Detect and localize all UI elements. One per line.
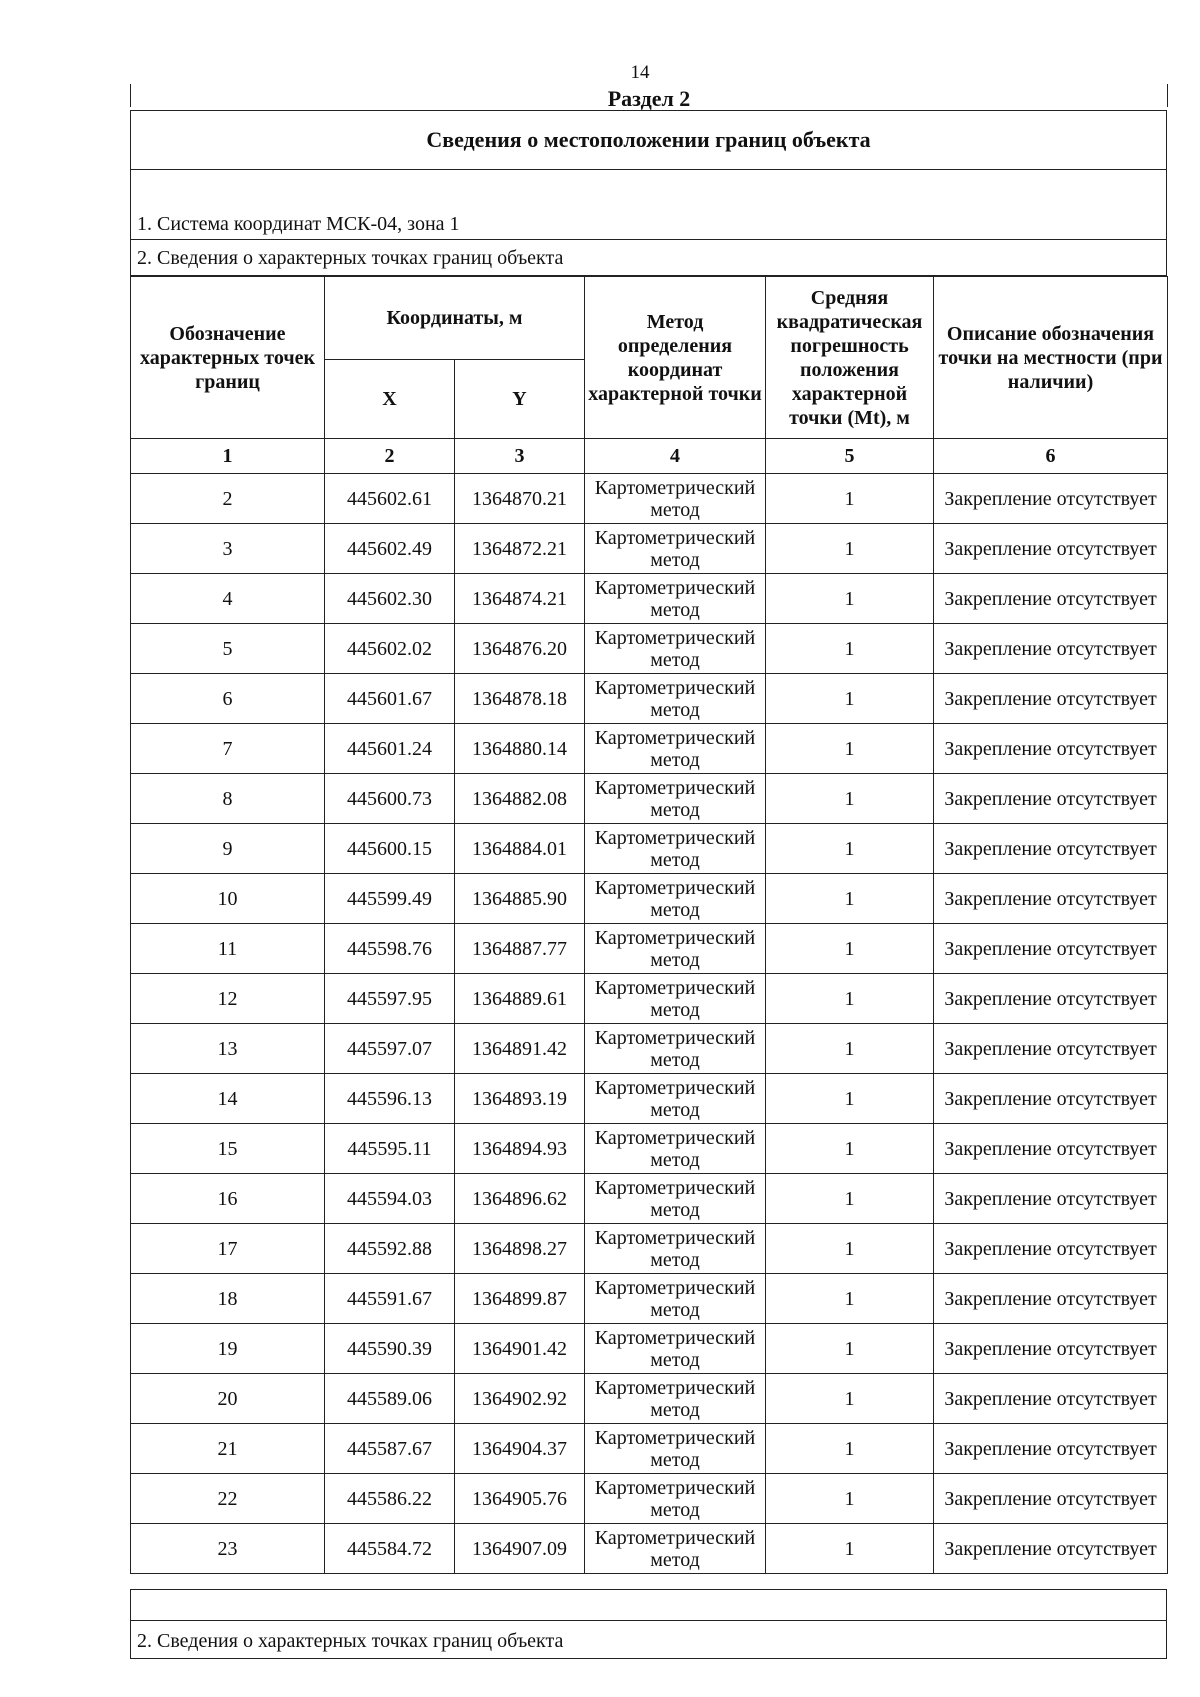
point-cell: 20 bbox=[131, 1374, 325, 1424]
mt-cell: 1 bbox=[766, 1524, 934, 1574]
method-cell: Картометрический метод bbox=[585, 874, 766, 924]
description-cell: Закрепление отсутствует bbox=[934, 1024, 1168, 1074]
y-cell: 1364872.21 bbox=[455, 524, 585, 574]
table-row bbox=[131, 974, 1168, 1024]
table-row bbox=[131, 1474, 1168, 1524]
description-cell: Закрепление отсутствует bbox=[934, 474, 1168, 524]
description-cell: Закрепление отсутствует bbox=[934, 524, 1168, 574]
y-cell: 1364901.42 bbox=[455, 1324, 585, 1374]
mt-cell: 1 bbox=[766, 574, 934, 624]
point-cell: 21 bbox=[131, 1424, 325, 1474]
table-row bbox=[131, 1424, 1168, 1474]
x-cell: 445602.61 bbox=[325, 474, 455, 524]
point-cell: 13 bbox=[131, 1024, 325, 1074]
x-cell: 445599.49 bbox=[325, 874, 455, 924]
point-cell: 7 bbox=[131, 724, 325, 774]
x-cell: 445586.22 bbox=[325, 1474, 455, 1524]
y-cell: 1364904.37 bbox=[455, 1424, 585, 1474]
x-cell: 445601.67 bbox=[325, 674, 455, 724]
description-cell: Закрепление отсутствует bbox=[934, 1174, 1168, 1224]
method-cell: Картометрический метод bbox=[585, 974, 766, 1024]
x-cell: 445591.67 bbox=[325, 1274, 455, 1324]
footer-heading: 2. Сведения о характерных точках границ объекта bbox=[137, 1630, 564, 1652]
x-cell: 445600.15 bbox=[325, 824, 455, 874]
point-cell: 9 bbox=[131, 824, 325, 874]
mt-cell: 1 bbox=[766, 1374, 934, 1424]
description-cell: Закрепление отсутствует bbox=[934, 624, 1168, 674]
mt-cell: 1 bbox=[766, 1074, 934, 1124]
mt-cell: 1 bbox=[766, 1224, 934, 1274]
x-cell: 445602.02 bbox=[325, 624, 455, 674]
header-x: X bbox=[325, 360, 455, 439]
mt-cell: 1 bbox=[766, 1324, 934, 1374]
mt-cell: 1 bbox=[766, 1274, 934, 1324]
point-cell: 11 bbox=[131, 924, 325, 974]
y-cell: 1364898.27 bbox=[455, 1224, 585, 1274]
table-row bbox=[131, 1074, 1168, 1124]
point-cell: 10 bbox=[131, 874, 325, 924]
section-title: Сведения о местоположении границ объекта bbox=[130, 110, 1167, 170]
point-cell: 17 bbox=[131, 1224, 325, 1274]
method-cell: Картометрический метод bbox=[585, 1224, 766, 1274]
x-cell: 445601.24 bbox=[325, 724, 455, 774]
mt-cell: 1 bbox=[766, 474, 934, 524]
description-cell: Закрепление отсутствует bbox=[934, 1074, 1168, 1124]
description-cell: Закрепление отсутствует bbox=[934, 1274, 1168, 1324]
x-cell: 445597.07 bbox=[325, 1024, 455, 1074]
header-coordinates: Координаты, м bbox=[325, 277, 585, 360]
method-cell: Картометрический метод bbox=[585, 574, 766, 624]
x-cell: 445597.95 bbox=[325, 974, 455, 1024]
mt-cell: 1 bbox=[766, 1474, 934, 1524]
table-row bbox=[131, 1224, 1168, 1274]
x-cell: 445590.39 bbox=[325, 1324, 455, 1374]
method-cell: Картометрический метод bbox=[585, 1524, 766, 1574]
point-cell: 14 bbox=[131, 1074, 325, 1124]
mt-cell: 1 bbox=[766, 624, 934, 674]
x-cell: 445589.06 bbox=[325, 1374, 455, 1424]
y-cell: 1364882.08 bbox=[455, 774, 585, 824]
y-cell: 1364889.61 bbox=[455, 974, 585, 1024]
table-row bbox=[131, 474, 1168, 524]
description-cell: Закрепление отсутствует bbox=[934, 1224, 1168, 1274]
x-cell: 445584.72 bbox=[325, 1524, 455, 1574]
description-cell: Закрепление отсутствует bbox=[934, 674, 1168, 724]
mt-cell: 1 bbox=[766, 774, 934, 824]
table-row bbox=[131, 1174, 1168, 1224]
point-cell: 8 bbox=[131, 774, 325, 824]
table-row bbox=[131, 1024, 1168, 1074]
x-cell: 445587.67 bbox=[325, 1424, 455, 1474]
y-cell: 1364899.87 bbox=[455, 1274, 585, 1324]
point-cell: 6 bbox=[131, 674, 325, 724]
method-cell: Картометрический метод bbox=[585, 774, 766, 824]
description-cell: Закрепление отсутствует bbox=[934, 874, 1168, 924]
x-cell: 445598.76 bbox=[325, 924, 455, 974]
y-cell: 1364894.93 bbox=[455, 1124, 585, 1174]
mt-cell: 1 bbox=[766, 724, 934, 774]
mt-cell: 1 bbox=[766, 824, 934, 874]
y-cell: 1364884.01 bbox=[455, 824, 585, 874]
coordinate-system-row bbox=[130, 170, 1167, 240]
column-number: 2 bbox=[325, 439, 455, 474]
description-cell: Закрепление отсутствует bbox=[934, 824, 1168, 874]
y-cell: 1364907.09 bbox=[455, 1524, 585, 1574]
table-row bbox=[131, 874, 1168, 924]
point-cell: 19 bbox=[131, 1324, 325, 1374]
mt-cell: 1 bbox=[766, 1024, 934, 1074]
x-cell: 445602.49 bbox=[325, 524, 455, 574]
y-cell: 1364880.14 bbox=[455, 724, 585, 774]
point-cell: 18 bbox=[131, 1274, 325, 1324]
table-row bbox=[131, 824, 1168, 874]
points-heading: 2. Сведения о характерных точках границ объекта bbox=[130, 240, 1167, 276]
header-description: Описание обозначения точки на местности (при наличии) bbox=[934, 277, 1168, 439]
column-number: 5 bbox=[766, 439, 934, 474]
method-cell: Картометрический метод bbox=[585, 1374, 766, 1424]
description-cell: Закрепление отсутствует bbox=[934, 924, 1168, 974]
x-cell: 445602.30 bbox=[325, 574, 455, 624]
y-cell: 1364905.76 bbox=[455, 1474, 585, 1524]
point-cell: 2 bbox=[131, 474, 325, 524]
description-cell: Закрепление отсутствует bbox=[934, 1324, 1168, 1374]
table-row bbox=[131, 624, 1168, 674]
section-label: Раздел 2 bbox=[607, 86, 691, 111]
description-cell: Закрепление отсутствует bbox=[934, 1524, 1168, 1574]
description-cell: Закрепление отсутствует bbox=[934, 774, 1168, 824]
point-cell: 3 bbox=[131, 524, 325, 574]
table-row bbox=[131, 924, 1168, 974]
table-row bbox=[131, 1124, 1168, 1174]
method-cell: Картометрический метод bbox=[585, 474, 766, 524]
method-cell: Картометрический метод bbox=[585, 1324, 766, 1374]
footer-divider bbox=[131, 1620, 1166, 1621]
column-number: 4 bbox=[585, 439, 766, 474]
method-cell: Картометрический метод bbox=[585, 724, 766, 774]
description-cell: Закрепление отсутствует bbox=[934, 1124, 1168, 1174]
table-row bbox=[131, 674, 1168, 724]
y-cell: 1364896.62 bbox=[455, 1174, 585, 1224]
x-cell: 445595.11 bbox=[325, 1124, 455, 1174]
y-cell: 1364891.42 bbox=[455, 1024, 585, 1074]
header-y: Y bbox=[455, 360, 585, 439]
method-cell: Картометрический метод bbox=[585, 824, 766, 874]
column-number: 6 bbox=[934, 439, 1168, 474]
y-cell: 1364870.21 bbox=[455, 474, 585, 524]
method-cell: Картометрический метод bbox=[585, 624, 766, 674]
x-cell: 445594.03 bbox=[325, 1174, 455, 1224]
page-number: 14 bbox=[630, 62, 650, 83]
method-cell: Картометрический метод bbox=[585, 1424, 766, 1474]
y-cell: 1364874.21 bbox=[455, 574, 585, 624]
table-row bbox=[131, 724, 1168, 774]
table-row bbox=[131, 524, 1168, 574]
method-cell: Картометрический метод bbox=[585, 524, 766, 574]
point-cell: 23 bbox=[131, 1524, 325, 1574]
method-cell: Картометрический метод bbox=[585, 924, 766, 974]
description-cell: Закрепление отсутствует bbox=[934, 974, 1168, 1024]
mt-cell: 1 bbox=[766, 974, 934, 1024]
header-designation: Обозначение характерных точек границ bbox=[131, 277, 325, 439]
table-row bbox=[131, 1324, 1168, 1374]
footer-block bbox=[130, 1589, 1167, 1659]
description-cell: Закрепление отсутствует bbox=[934, 1474, 1168, 1524]
y-cell: 1364876.20 bbox=[455, 624, 585, 674]
y-cell: 1364878.18 bbox=[455, 674, 585, 724]
method-cell: Картометрический метод bbox=[585, 1124, 766, 1174]
table-row bbox=[131, 574, 1168, 624]
mt-cell: 1 bbox=[766, 1124, 934, 1174]
y-cell: 1364893.19 bbox=[455, 1074, 585, 1124]
column-number-row bbox=[131, 439, 1168, 474]
y-cell: 1364885.90 bbox=[455, 874, 585, 924]
method-cell: Картометрический метод bbox=[585, 1274, 766, 1324]
description-cell: Закрепление отсутствует bbox=[934, 724, 1168, 774]
point-cell: 12 bbox=[131, 974, 325, 1024]
mt-cell: 1 bbox=[766, 924, 934, 974]
mt-cell: 1 bbox=[766, 674, 934, 724]
method-cell: Картометрический метод bbox=[585, 1174, 766, 1224]
description-cell: Закрепление отсутствует bbox=[934, 1424, 1168, 1474]
point-cell: 16 bbox=[131, 1174, 325, 1224]
table-row bbox=[131, 1374, 1168, 1424]
point-cell: 5 bbox=[131, 624, 325, 674]
mt-cell: 1 bbox=[766, 524, 934, 574]
mt-cell: 1 bbox=[766, 1174, 934, 1224]
header-method: Метод определения координат характерной точки bbox=[585, 277, 766, 439]
description-cell: Закрепление отсутствует bbox=[934, 574, 1168, 624]
y-cell: 1364902.92 bbox=[455, 1374, 585, 1424]
method-cell: Картометрический метод bbox=[585, 1474, 766, 1524]
method-cell: Картометрический метод bbox=[585, 674, 766, 724]
x-cell: 445600.73 bbox=[325, 774, 455, 824]
y-cell: 1364887.77 bbox=[455, 924, 585, 974]
mt-cell: 1 bbox=[766, 1424, 934, 1474]
x-cell: 445596.13 bbox=[325, 1074, 455, 1124]
description-cell: Закрепление отсутствует bbox=[934, 1374, 1168, 1424]
point-cell: 15 bbox=[131, 1124, 325, 1174]
column-number: 1 bbox=[131, 439, 325, 474]
method-cell: Картометрический метод bbox=[585, 1074, 766, 1124]
point-cell: 22 bbox=[131, 1474, 325, 1524]
table-row bbox=[131, 774, 1168, 824]
header-error: Средняя квадратическая погрешность положения характерной точки (Mt), м bbox=[766, 277, 934, 439]
method-cell: Картометрический метод bbox=[585, 1024, 766, 1074]
coordinate-system-text: 1. Система координат МСК-04, зона 1 bbox=[137, 213, 460, 235]
table-row bbox=[131, 1524, 1168, 1574]
x-cell: 445592.88 bbox=[325, 1224, 455, 1274]
table-row bbox=[131, 1274, 1168, 1324]
mt-cell: 1 bbox=[766, 874, 934, 924]
column-number: 3 bbox=[455, 439, 585, 474]
boundary-points-table bbox=[130, 276, 1168, 1574]
point-cell: 4 bbox=[131, 574, 325, 624]
